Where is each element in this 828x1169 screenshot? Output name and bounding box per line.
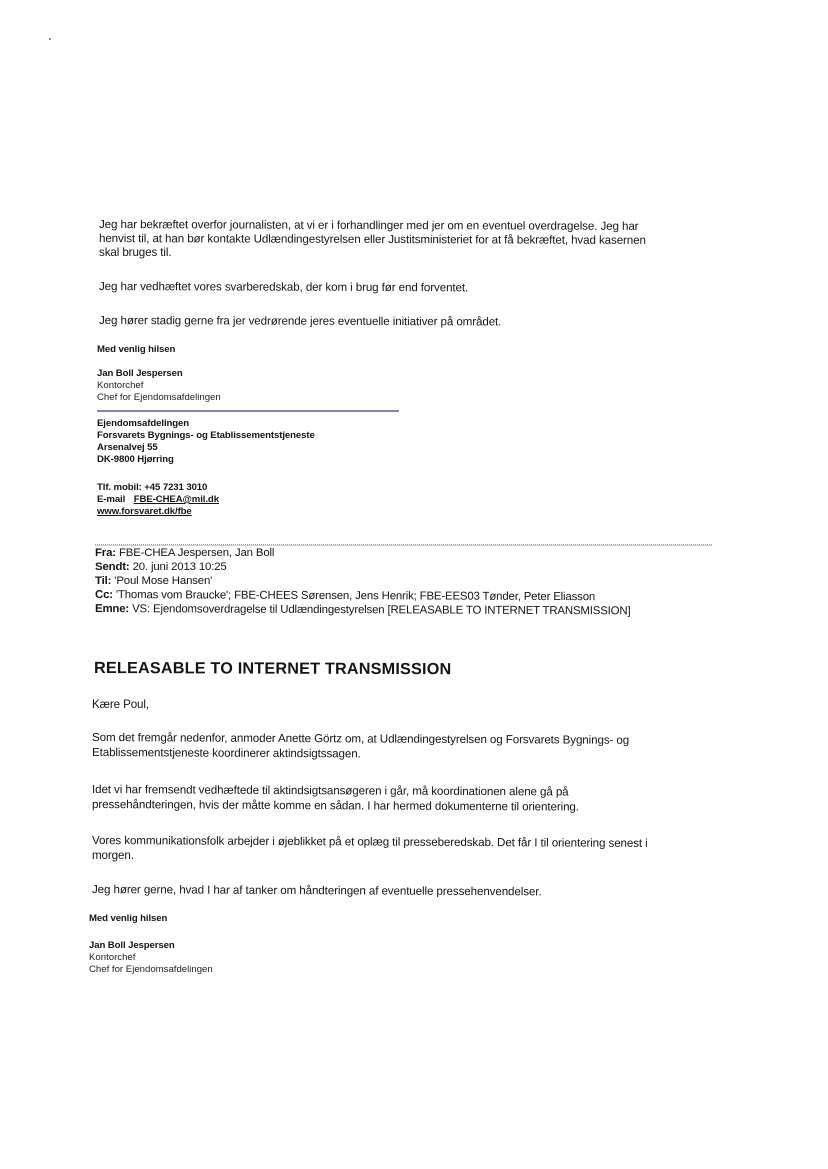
signature-name: Jan Boll Jespersen [97, 368, 183, 379]
subject-value: VS: Ejendomsoverdragelse til Udlændingestyrelsen [RELEASABLE TO INTERNET TRANSMISSION] [132, 603, 631, 618]
signature-street: Arsenalvej 55 [97, 442, 158, 453]
body-line: Som det fremgår nedenfor, anmoder Anette Görtz om, at Udlændingestyrelsen og Forsvarets Bygnings- og [91, 731, 630, 747]
subject-label: Emne: [94, 603, 130, 616]
cc-label: Cc: [94, 589, 113, 602]
scan-speck [49, 38, 51, 40]
body-line: morgen. [92, 849, 134, 862]
subject-row [95, 603, 631, 619]
release-heading: RELEASABLE TO INTERNET TRANSMISSION [93, 659, 452, 679]
closing-greeting: Med venlig hilsen [89, 913, 168, 924]
signature-email-row [97, 494, 219, 506]
sent-row [95, 561, 227, 575]
signature-role: Chef for Ejendomsafdelingen [97, 392, 221, 403]
body-paragraph: Jeg hører stadig gerne fra jer vedrørende jeres eventuelle initiativer på området. [98, 314, 502, 329]
signature-organisation: Forsvarets Bygnings- og Etablissementstjeneste [97, 430, 315, 441]
signature-mobile: Tlf. mobil: +45 7231 3010 [97, 482, 208, 493]
to-value: 'Poul Mose Hansen' [114, 575, 213, 587]
body-line: Etablissementstjeneste koordinerer aktindsigtssagen. [91, 746, 361, 761]
body-line: henvist til, at han bør kontakte Udlændingestyrelsen eller Justitsministeriet for at få bekræftet, hvad kasernen [98, 232, 646, 247]
body-line: Jeg har bekræftet overfor journalisten, at vi er i forhandlinger med jer om en eventuel overdragelse. Jeg har [98, 218, 639, 233]
website-link[interactable]: www.forsvaret.dk/fbe [97, 506, 192, 517]
body-line: Idet vi har fremsendt vedhæftede til aktindsigtsansøgeren i går, må koordinationen alene gå på [91, 783, 569, 799]
body-paragraph: Jeg har vedhæftet vores svarberedskab, der kom i brug før end forventet. [98, 280, 469, 295]
email-separator-line [95, 545, 712, 546]
from-row [95, 547, 274, 561]
signature-city: DK-9800 Hjørring [97, 454, 174, 465]
from-value: FBE-CHEA Jespersen, Jan Boll [118, 547, 275, 559]
signature-role: Chef for Ejendomsafdelingen [89, 964, 213, 975]
signature-title: Kontorchef [89, 952, 136, 963]
signature-divider [97, 410, 399, 412]
to-row [95, 575, 212, 589]
body-line: pressehåndteringen, hvis der måtte komme en sådan. I har hermed dokumenterne til orientering. [91, 798, 579, 814]
body-paragraph: Jeg hører gerne, hvad I har af tanker om håndteringen af eventuelle pressehenvendelser. [91, 883, 542, 899]
signature-department: Ejendomsafdelingen [97, 418, 190, 429]
sent-label: Sendt: [95, 561, 130, 573]
closing-greeting: Med venlig hilsen [97, 344, 176, 355]
signature-name: Jan Boll Jespersen [89, 940, 175, 951]
from-label: Fra: [95, 547, 116, 559]
body-line: skal bruges til. [99, 246, 172, 259]
email-label: E-mail [97, 494, 126, 505]
body-line: Vores kommunikationsfolk arbejder i øjeblikket på et oplæg til presseberedskab. Det får I til orientering senest i [91, 834, 648, 850]
to-label: Til: [95, 575, 112, 587]
sent-value: 20. juni 2013 10:25 [132, 561, 227, 573]
signature-title: Kontorchef [97, 380, 144, 391]
email-link[interactable]: FBE-CHEA@mil.dk [133, 494, 219, 505]
cc-value: 'Thomas vom Braucke'; FBE-CHEES Sørensen, Jens Henrik; FBE-EES03 Tønder, Peter Eliasson [115, 589, 596, 604]
salutation: Kære Poul, [92, 698, 149, 711]
